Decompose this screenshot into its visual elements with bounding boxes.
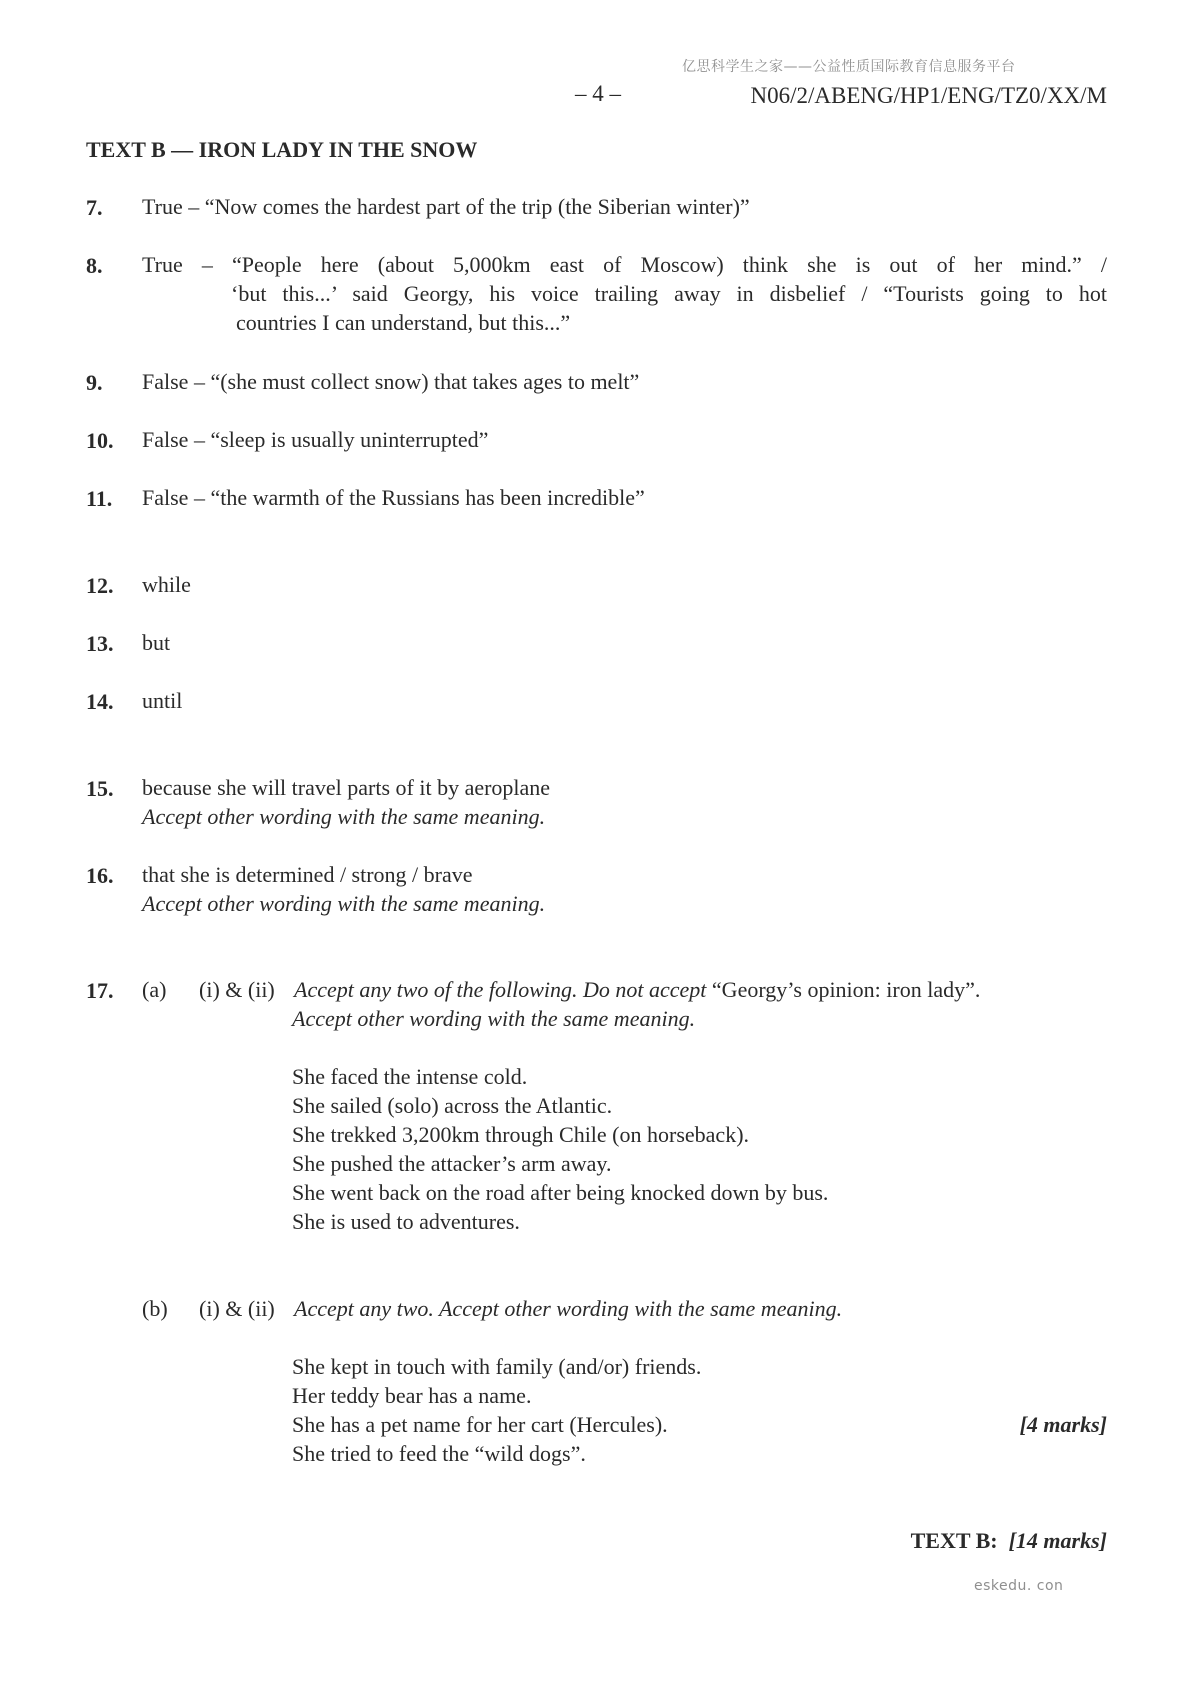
- answer-8-line-2: ‘but this...’ said Georgy, his voice trailing away in disbelief / “Tourists going to hot: [231, 281, 1107, 306]
- part-b-item: She kept in touch with family (and/or) friends.: [292, 1354, 702, 1379]
- question-number-8: 8.: [86, 253, 103, 278]
- part-a-instruction-italic: Accept any two of the following. Do not accept: [294, 977, 707, 1002]
- part-b-marks: [4 marks]: [1019, 1412, 1107, 1437]
- part-a-item: She is used to adventures.: [292, 1209, 520, 1234]
- answer-11: False – “the warmth of the Russians has been incredible”: [142, 485, 645, 510]
- part-b-label: (b): [142, 1296, 168, 1321]
- answer-16-note: Accept other wording with the same meaning.: [142, 891, 546, 916]
- question-number-9: 9.: [86, 370, 103, 395]
- answer-15-note: Accept other wording with the same meaning.: [142, 804, 546, 829]
- page-number: – 4 –: [575, 81, 621, 106]
- part-b-item: She tried to feed the “wild dogs”.: [292, 1441, 586, 1466]
- document-code: N06/2/ABENG/HP1/ENG/TZ0/XX/M: [750, 83, 1107, 108]
- answer-13: but: [142, 630, 171, 655]
- section-total-label: TEXT B:: [910, 1528, 998, 1553]
- part-b-sub-label: (i) & (ii): [199, 1296, 275, 1321]
- part-a-instruction: [294, 975, 980, 1004]
- question-number-17: 17.: [86, 978, 114, 1003]
- part-a-label: (a): [142, 977, 167, 1002]
- question-number-7: 7.: [86, 195, 103, 220]
- answer-12: while: [142, 572, 191, 597]
- answer-8-line-1: True – “People here (about 5,000km east of Moscow) think she is out of her mind.” /: [142, 252, 1107, 277]
- answer-15: because she will travel parts of it by aeroplane: [142, 775, 551, 800]
- answer-16: that she is determined / strong / brave: [142, 862, 473, 887]
- part-a-item: She went back on the road after being knocked down by bus.: [292, 1180, 829, 1205]
- question-number-12: 12.: [86, 573, 114, 598]
- question-number-14: 14.: [86, 689, 114, 714]
- part-a-item: She sailed (solo) across the Atlantic.: [292, 1093, 613, 1118]
- answer-9: False – “(she must collect snow) that takes ages to melt”: [142, 369, 640, 394]
- part-a-instruction-quote: “Georgy’s opinion: iron lady”.: [706, 977, 981, 1002]
- watermark-bottom: eskedu. con: [974, 1578, 1064, 1594]
- part-a-item: She faced the intense cold.: [292, 1064, 528, 1089]
- question-number-10: 10.: [86, 428, 114, 453]
- answer-8-line-3: countries I can understand, but this...”: [236, 310, 571, 335]
- section-total-marks: [14 marks]: [1008, 1528, 1107, 1553]
- answer-10: False – “sleep is usually uninterrupted”: [142, 427, 489, 452]
- part-b-item: Her teddy bear has a name.: [292, 1383, 532, 1408]
- section-total: [911, 1526, 1107, 1555]
- question-number-15: 15.: [86, 776, 114, 801]
- part-b-instruction: Accept any two. Accept other wording with the same meaning.: [294, 1296, 843, 1321]
- part-a-sub-label: (i) & (ii): [199, 977, 275, 1002]
- section-title: TEXT B — IRON LADY IN THE SNOW: [86, 137, 478, 162]
- part-a-item: She pushed the attacker’s arm away.: [292, 1151, 612, 1176]
- part-a-item: She trekked 3,200km through Chile (on horseback).: [292, 1122, 750, 1147]
- question-number-13: 13.: [86, 631, 114, 656]
- question-number-11: 11.: [86, 486, 113, 511]
- watermark-top: 亿思科学生之家——公益性质国际教育信息服务平台: [682, 59, 1016, 75]
- part-b-item: She has a pet name for her cart (Hercules).: [292, 1412, 668, 1437]
- part-a-note: Accept other wording with the same meaning.: [292, 1006, 696, 1031]
- answer-14: until: [142, 688, 183, 713]
- question-number-16: 16.: [86, 863, 114, 888]
- answer-7: True – “Now comes the hardest part of the trip (the Siberian winter)”: [142, 194, 750, 219]
